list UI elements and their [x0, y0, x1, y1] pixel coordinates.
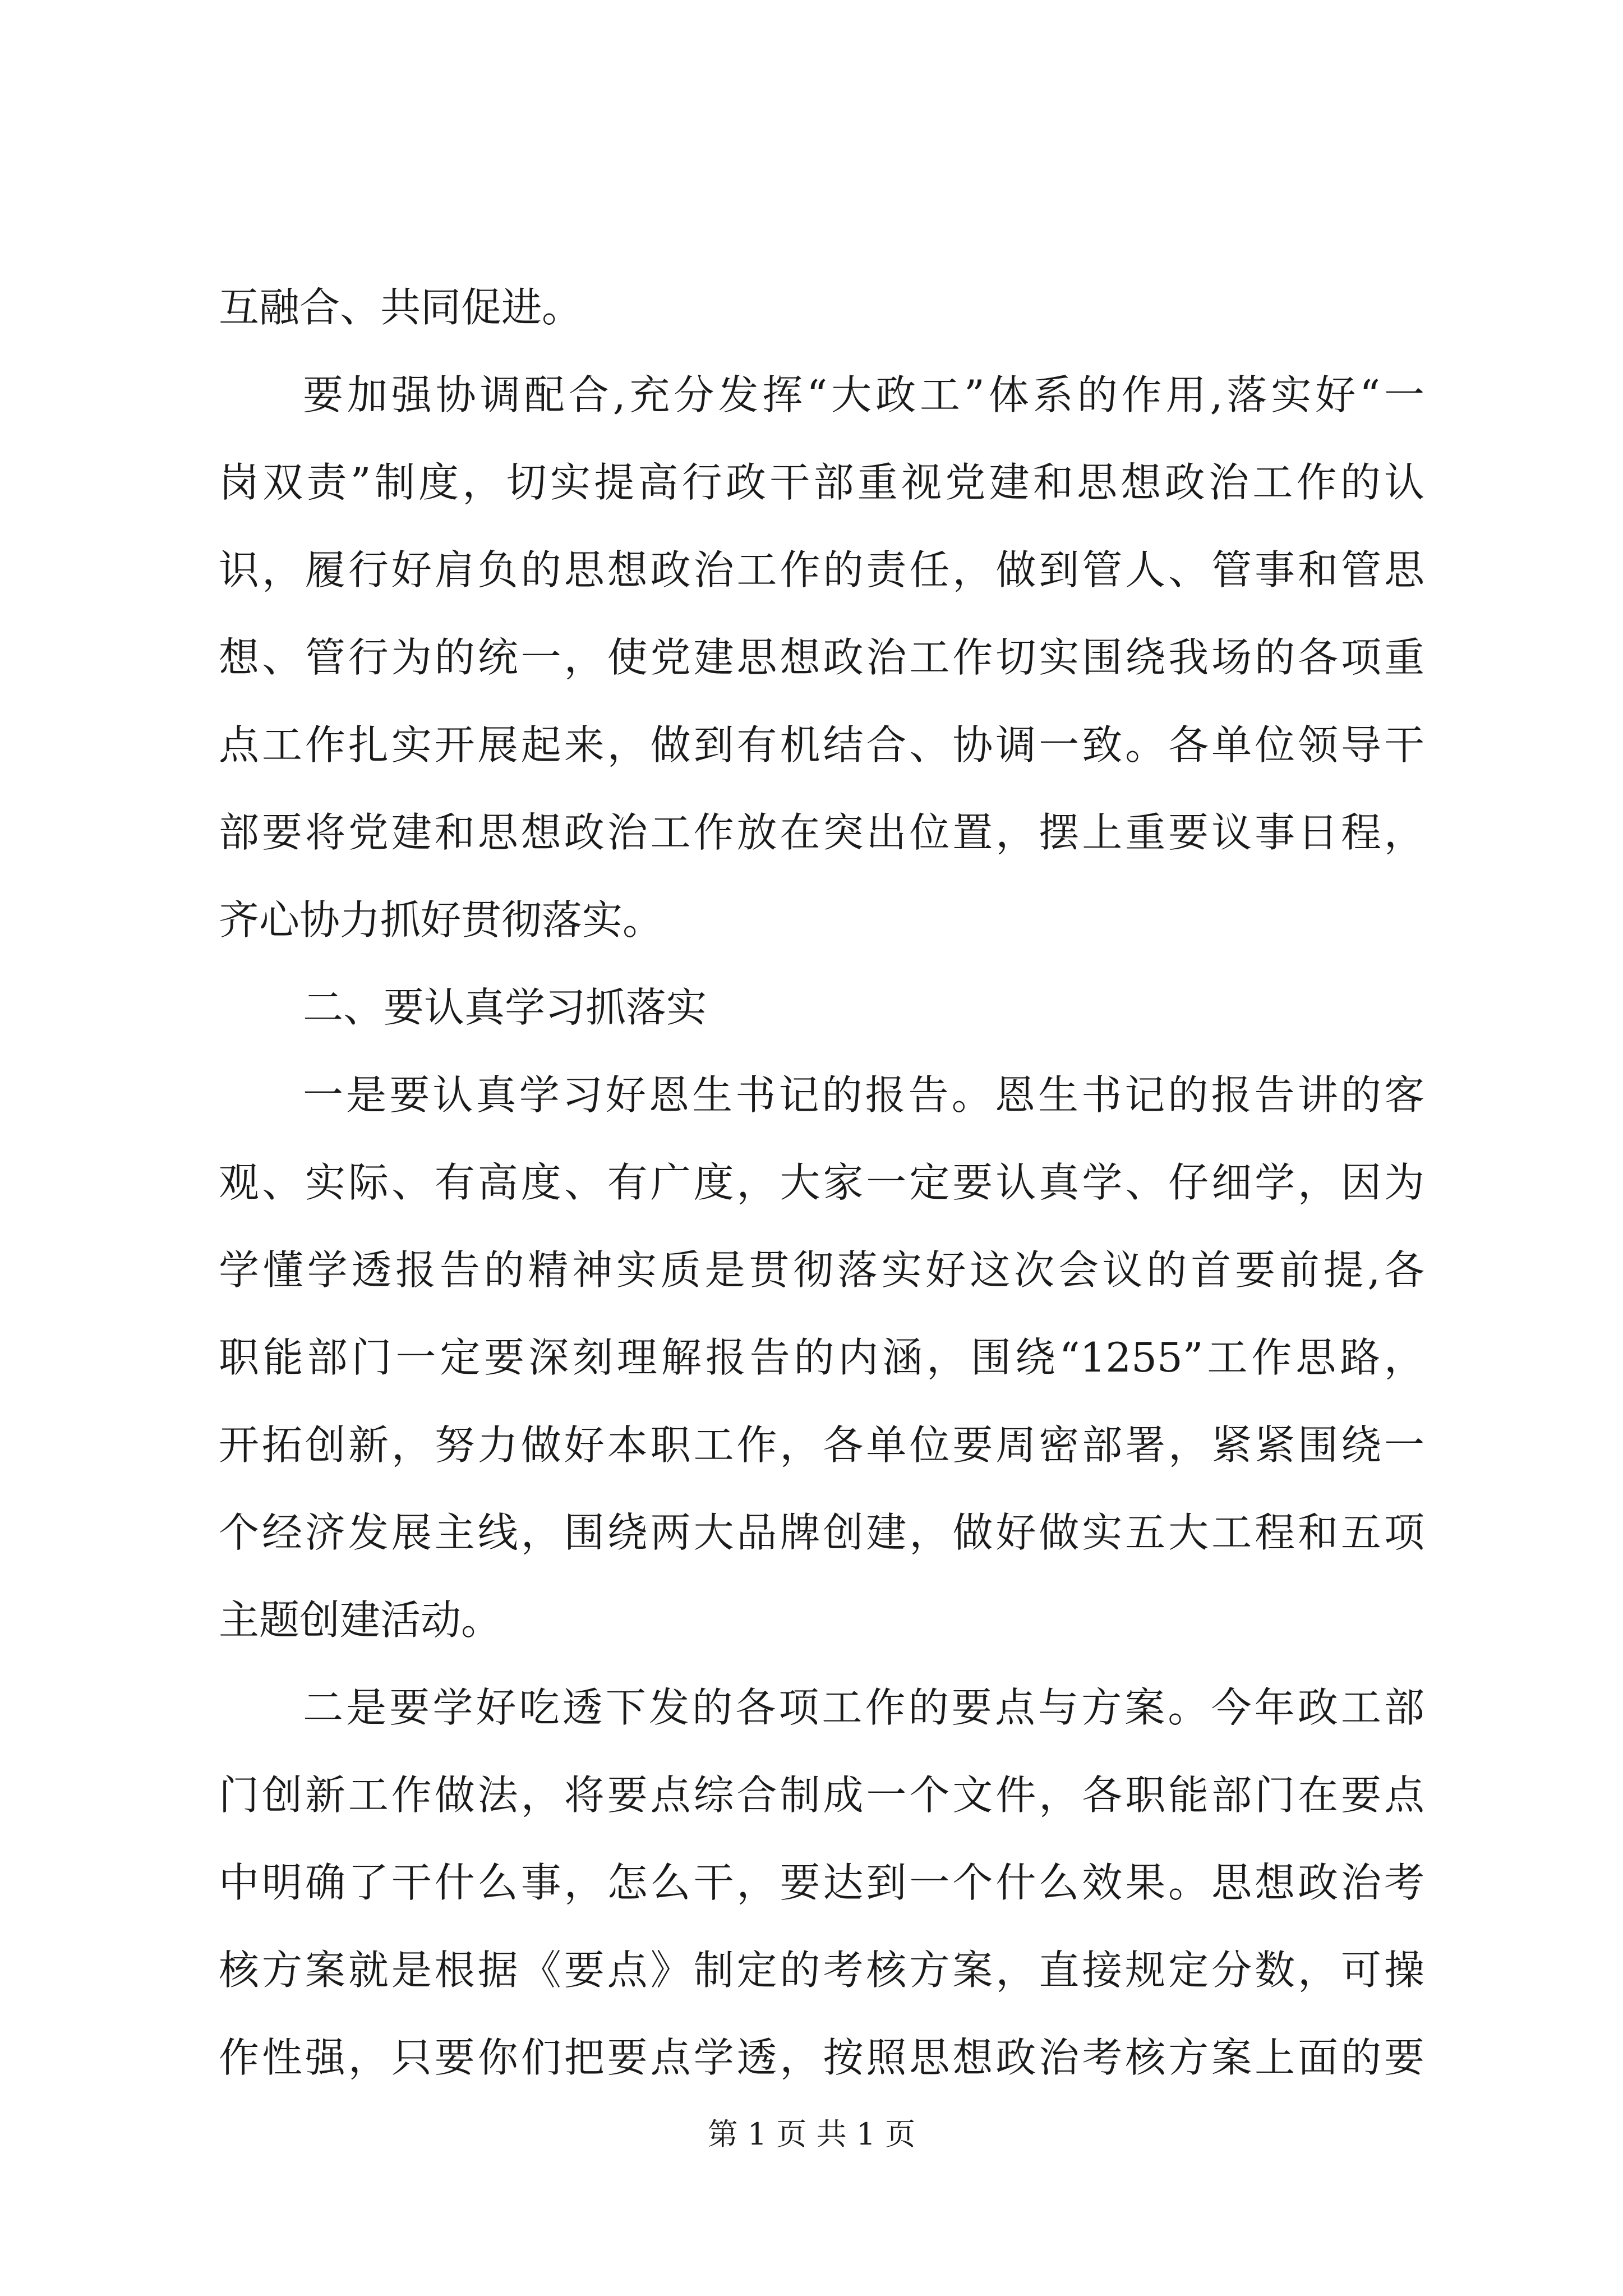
text-line: 职能部门一定要深刻理解报告的内涵，围绕“1255”工作思路， — [219, 1334, 1424, 1381]
text-line: 一是要认真学习好恩生书记的报告。恩生书记的报告讲的客 — [303, 1071, 1424, 1119]
text-line: 主题创建活动。 — [219, 1596, 502, 1644]
text-line: 个经济发展主线，围绕两大品牌创建，做好做实五大工程和五项 — [219, 1509, 1424, 1556]
text-line: 学懂学透报告的精神实质是贯彻落实好这次会议的首要前提,各 — [219, 1246, 1424, 1294]
text-line: 二、要认真学习抓落实 — [303, 984, 707, 1031]
text-line: 观、实际、有高度、有广度，大家一定要认真学、仔细学，因为 — [219, 1159, 1424, 1206]
text-line: 部要将党建和思想政治工作放在突出位置，摆上重要议事日程， — [219, 809, 1424, 856]
text-line: 互融合、共同促进。 — [219, 284, 583, 331]
text-line: 中明确了干什么事，怎么干，要达到一个什么效果。思想政治考 — [219, 1859, 1424, 1906]
text-line: 二是要学好吃透下发的各项工作的要点与方案。今年政工部 — [303, 1684, 1424, 1731]
text-line: 点工作扎实开展起来，做到有机结合、协调一致。各单位领导干 — [219, 721, 1424, 769]
text-line: 想、管行为的统一，使党建思想政治工作切实围绕我场的各项重 — [219, 634, 1424, 681]
text-line: 作性强，只要你们把要点学透，按照思想政治考核方案上面的要 — [219, 2034, 1424, 2081]
text-line: 岗双责”制度，切实提高行政干部重视党建和思想政治工作的认 — [219, 459, 1424, 506]
text-line: 齐心协力抓好贯彻落实。 — [219, 896, 663, 944]
text-line: 门创新工作做法，将要点综合制成一个文件，各职能部门在要点 — [219, 1772, 1424, 1819]
text-line: 要加强协调配合,充分发挥“大政工”体系的作用,落实好“一 — [303, 371, 1424, 418]
text-line: 识，履行好肩负的思想政治工作的责任，做到管人、管事和管思 — [219, 546, 1424, 593]
text-line: 开拓创新，努力做好本职工作，各单位要周密部署，紧紧围绕一 — [219, 1421, 1424, 1469]
text-line: 核方案就是根据《要点》制定的考核方案，直接规定分数，可操 — [219, 1947, 1424, 1994]
document-body — [219, 264, 1424, 2101]
page-footer: 第 1 页 共 1 页 — [707, 2116, 916, 2152]
